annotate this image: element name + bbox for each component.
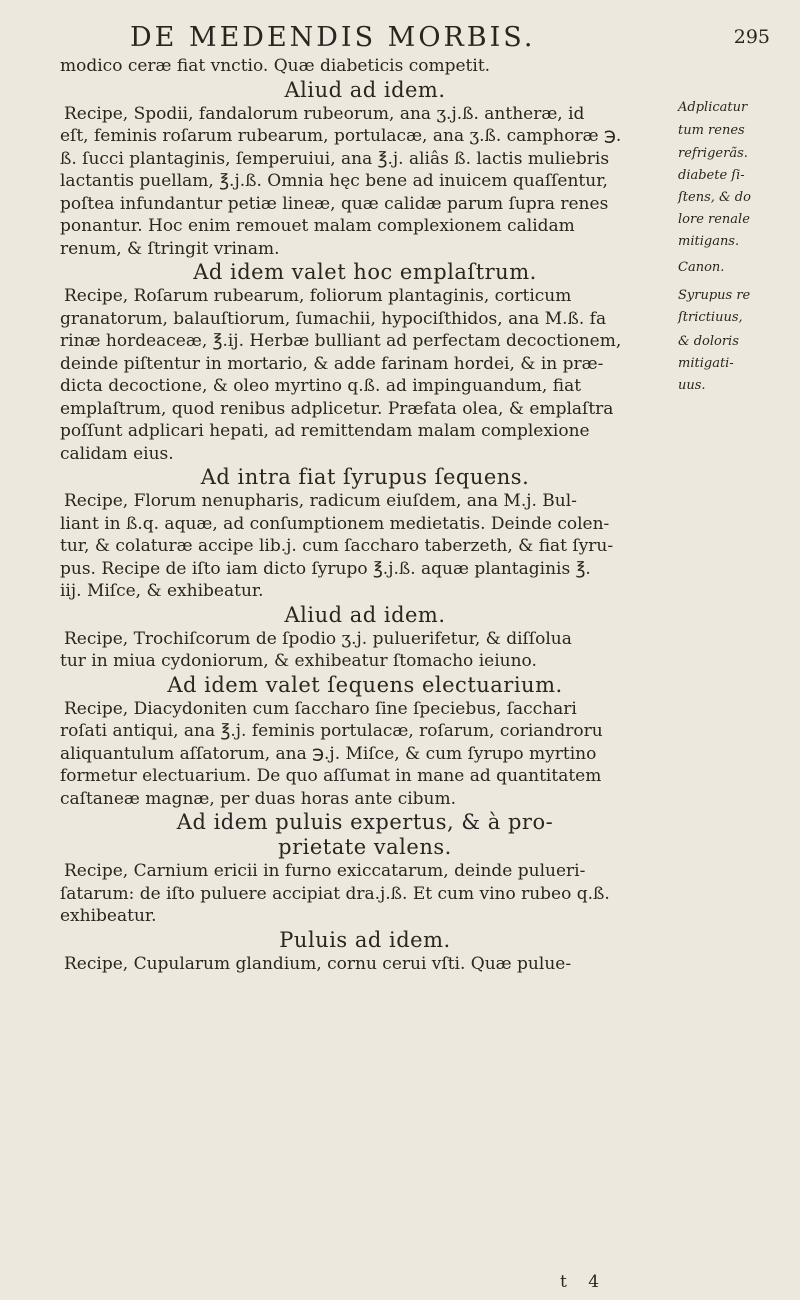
text-line: liant in ß.q. aquæ, ad conſumptionem medietatis. Deinde colen- <box>60 513 610 534</box>
text-line: exhibeatur. <box>60 906 157 926</box>
text-line: Recipe, Diacydoniten cum ſaccharo ſine ſpeciebus, ſacchari <box>64 698 577 719</box>
body-text <box>60 55 670 975</box>
margin-note: tum renes <box>678 123 745 138</box>
text-line: Recipe, Roſarum rubearum, foliorum plantaginis, corticum <box>64 286 572 306</box>
text-line: ponantur. Hoc enim remouet malam complexionem calidam <box>60 216 575 236</box>
text-line: iij. Miſce, & exhibeatur. <box>60 581 264 601</box>
margin-note: Syrupus re <box>678 288 751 303</box>
page-number: 295 <box>733 26 770 48</box>
text-line: aliquantulum aſſatorum, ana ℈.j. Miſce, & cum ſyrupo myrtino <box>60 743 597 764</box>
running-head: DE MEDENDIS MORBIS. <box>130 22 536 53</box>
text-line: emplaſtrum, quod renibus adplicetur. Præfata olea, & emplaſtra <box>60 398 614 419</box>
text-line: caſtaneæ magnæ, per duas horas ante cibum. <box>60 788 457 809</box>
text-line: rinæ hordeaceæ, ℥.ij. Herbæ bulliant ad perfectam decoctionem, <box>60 331 622 351</box>
section-heading: Ad idem valet ſequens electuarium. <box>167 672 563 697</box>
section-heading: Aliud ad idem. <box>284 602 446 627</box>
section-heading: Ad intra fiat ſyrupus ſequens. <box>200 465 530 489</box>
margin-note: ſtens, & do <box>678 190 751 205</box>
section-heading: Ad idem puluis expertus, & à pro- <box>176 810 554 834</box>
section-heading: prietate valens. <box>278 835 452 859</box>
text-line: poſſunt adplicari hepati, ad remittendam malam complexione <box>60 421 590 441</box>
margin-note: Canon. <box>678 260 725 275</box>
text-line: modico ceræ fiat vnctio. Quæ diabeticis competit. <box>60 56 491 76</box>
text-line: Recipe, Trochiſcorum de ſpodio ʒ.j. puluerifetur, & diſſolua <box>64 628 572 649</box>
margin-note: & doloris <box>678 334 739 349</box>
margin-note: diabete ſi- <box>678 168 745 183</box>
text-line: lactantis puellam, ℥.j.ß. Omnia hęc bene ad inuicem quaſſentur, <box>60 171 608 191</box>
text-line: poſtea infundantur petiæ lineæ, quæ calidæ parum ſupra renes <box>60 193 609 214</box>
margin-note: mitigans. <box>678 234 740 249</box>
text-line: tur, & colaturæ accipe lib.j. cum ſaccharo taberzeth, & fiat ſyru- <box>60 536 614 556</box>
text-line: Recipe, Florum nenupharis, radicum eiuſdem, ana M.j. Bul- <box>64 491 577 511</box>
text-line: ſatarum: de iſto puluere accipiat dra.j.ß. Et cum vino rubeo q.ß. <box>60 883 610 904</box>
text-line: formetur electuarium. De quo aſſumat in mane ad quantitatem <box>60 766 602 786</box>
text-line: renum, & ſtringit vrinam. <box>60 238 280 259</box>
margin-note: mitigati- <box>678 356 734 371</box>
section-heading: Puluis ad idem. <box>279 927 451 952</box>
text-line: deinde piſtentur in mortario, & adde farinam hordei, & in præ- <box>60 353 604 374</box>
margin-note: Adplicatur <box>678 100 748 115</box>
section-heading: Aliud ad idem. <box>284 77 446 102</box>
margin-note: uus. <box>678 378 706 393</box>
text-line: granatorum, balauſtiorum, ſumachii, hypociſthidos, ana M.ß. fa <box>60 308 607 329</box>
section-heading: Ad idem valet hoc emplaſtrum. <box>193 260 537 284</box>
text-line: dicta decoctione, & oleo myrtino q.ß. ad impinguandum, fiat <box>60 376 582 396</box>
margin-note: ſtrictiuus, <box>678 310 743 325</box>
text-line: tur in miua cydoniorum, & exhibeatur ſtomacho ieiuno. <box>60 651 537 671</box>
margin-note: lore renale <box>678 212 750 227</box>
signature-mark: t 4 <box>560 1272 608 1292</box>
text-line: eſt, feminis roſarum rubearum, portulacæ, ana ʒ.ß. camphoræ ℈. <box>60 126 622 146</box>
text-line: ß. ſucci plantaginis, ſemperuiui, ana ℥.j. aliâs ß. lactis muliebris <box>60 148 610 169</box>
margin-note: refrigerãs. <box>678 146 748 161</box>
text-line: pus. Recipe de iſto iam dicto ſyrupo ℥.j.ß. aquæ plantaginis ℥. <box>60 558 591 579</box>
text-line: Recipe, Spodii, fandalorum rubeorum, ana ʒ.j.ß. antheræ, id <box>64 103 585 124</box>
text-line: Recipe, Cupularum glandium, cornu cerui vſti. Quæ pulue- <box>64 953 572 974</box>
text-line: roſati antiqui, ana ℥.j. feminis portulacæ, roſarum, coriandroru <box>60 721 603 741</box>
page-header <box>130 22 770 52</box>
text-line: Recipe, Carnium ericii in furno exiccatarum, deinde pulueri- <box>64 861 586 881</box>
text-line: calidam eius. <box>60 443 174 464</box>
